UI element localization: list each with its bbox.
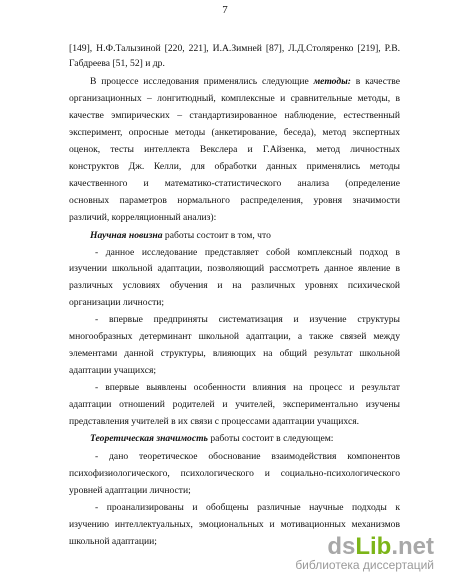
emphasis-novelty: Научная новизна (90, 230, 163, 241)
text-line: оценок, тесты интеллекта Векслера и Г.Айзенка, метод личностных (69, 144, 400, 155)
text-run: работы состоит в следующем: (207, 433, 334, 444)
text-line: - впервые предприняты систематизация и изучение структуры (95, 314, 400, 325)
text-run: в качестве (350, 76, 400, 87)
text-line: элементами данной структуры, влияющих на общий результат школьной (69, 348, 400, 359)
dslib-logo-net: .net (391, 533, 434, 558)
text-line: эксперимент, опросные методы (анкетирование, беседа), метод экспертных (69, 127, 400, 138)
dslib-watermark (276, 532, 436, 576)
text-line-significance (90, 432, 400, 446)
text-line: качестве эмпирических – стандартизированное наблюдение, естественный (69, 110, 400, 121)
text-line-methods (90, 75, 400, 89)
text-line: уровней адаптации личности; (69, 485, 191, 496)
dslib-logo-lib: Lib (355, 533, 392, 558)
text-line: школьной адаптации; (69, 536, 157, 547)
watermark-caption: библиотека диссертаций (295, 558, 434, 572)
emphasis-methods: методы: (313, 76, 351, 87)
dslib-logo (276, 532, 436, 558)
text-line: различных условиях обучения и на различных уровнях психической (69, 280, 400, 291)
text-line: - дано теоретическое обоснование взаимодействия компонентов (95, 451, 400, 462)
text-line: качественного и математико-статистического анализа (определение (69, 178, 400, 189)
dslib-logo-ds: ds (327, 533, 356, 558)
text-line: основных параметров нормального распределения, уровня значимости (69, 195, 400, 206)
text-line: организационных – лонгитюдный, комплексные и сравнительные методы, в (69, 93, 400, 104)
text-line: - данное исследование представляет собой комплексный подход в (95, 247, 400, 258)
text-line-novelty (90, 229, 400, 243)
text-line: - проанализированы и обобщены различные научные подходы к (95, 502, 400, 513)
emphasis-significance: Теоретическая значимость (90, 433, 208, 444)
dslib-logo-text (327, 533, 434, 558)
text-line: психофизиологического, психологического и социально-психологического (69, 468, 400, 479)
text-line: адаптации учащихся; (69, 365, 157, 376)
text-line: различий, корреляционный анализ): (69, 212, 217, 223)
text-line: [149], Н.Ф.Талызиной [220, 221], И.А.Зимней [87], Л.Д.Столяренко [219], Р.В. (69, 43, 400, 54)
text-line: многообразных детерминант школьной адаптации, а также связей между (69, 331, 400, 342)
text-line: - впервые выявлены особенности влияния на процесс и результат (95, 382, 400, 393)
page-number: 7 (222, 4, 228, 16)
text-run: работы состоит в том, что (162, 230, 271, 241)
text-line: адаптации отношений родителей и учителей, экспериментально изучены (69, 399, 400, 410)
text-line: организации личности; (69, 297, 165, 308)
text-line: Габдреева [51, 52] и др. (69, 58, 165, 69)
text-line: изучении школьной адаптации, позволяющий рассмотреть данное явление в (69, 263, 400, 274)
text-line: изучению интеллектуальных, эмоциональных и мотивационных механизмов (69, 519, 400, 530)
text-line: конструктов Дж. Келли, для обработки данных применялись методы (69, 161, 400, 172)
text-line: представления учителей в их связи с процессами адаптации учащихся. (69, 416, 360, 427)
text-run: В процессе исследования применялись следующие (90, 76, 314, 87)
